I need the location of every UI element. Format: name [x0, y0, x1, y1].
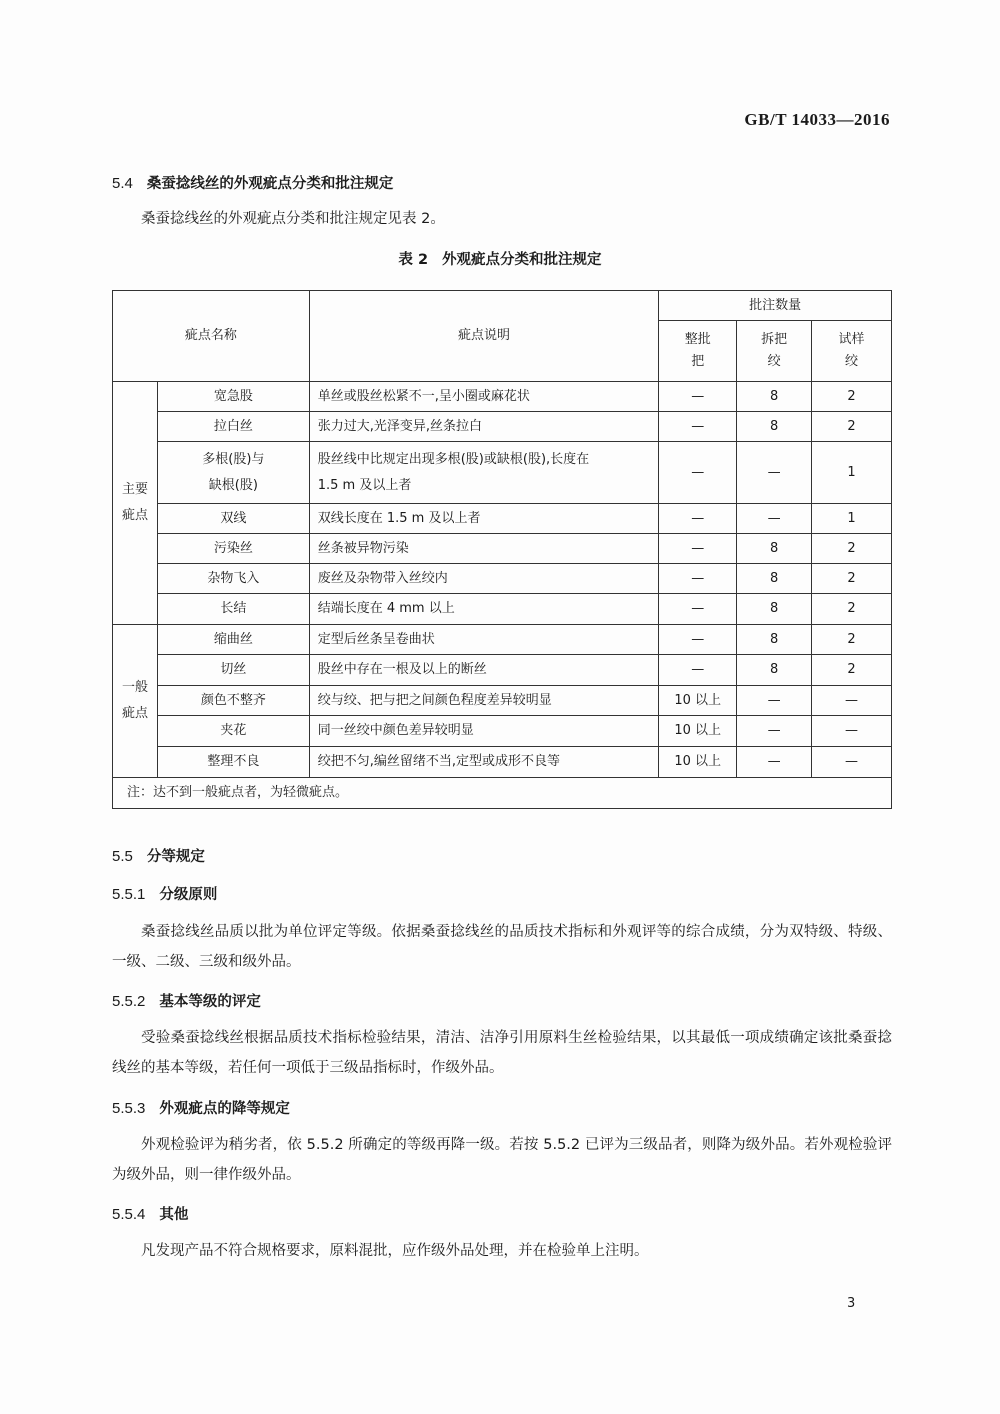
section-title: 分级原则 — [159, 887, 218, 903]
count-sample-skein: 1 — [812, 442, 892, 504]
section-title: 基本等级的评定 — [159, 994, 261, 1010]
table-header-row — [113, 291, 892, 321]
table-row — [113, 716, 892, 747]
count-whole-batch: — — [659, 594, 737, 625]
standard-code: GB/T 14033—2016 — [744, 110, 890, 129]
count-whole-batch: — — [659, 442, 737, 504]
section-text-5-4: 桑蚕捻线丝的外观疵点分类和批注规定见表 2。 — [141, 211, 445, 227]
defect-name: 拉白丝 — [157, 412, 309, 442]
defect-name: 颜色不整齐 — [157, 686, 309, 716]
defect-name: 多根(股)与 缺根(股) — [157, 442, 309, 504]
count-sample-skein: 2 — [812, 594, 892, 625]
section-text-5-5-3: 外观检验评为稍劣者，依 5.5.2 所确定的等级再降一级。若按 5.5.2 已评为三级品者，则降为级外品。若外观检验评为级外品，则一律作级外品。 — [112, 1137, 892, 1183]
defect-name: 缩曲丝 — [157, 625, 309, 655]
section-title: 外观疵点的降等规定 — [159, 1101, 290, 1117]
count-split-bundle: 8 — [737, 655, 812, 686]
section-heading-5-5-1 — [112, 883, 217, 904]
section-text-5-5-1: 桑蚕捻线丝品质以批为单位评定等级。依据桑蚕捻线丝的品质技术指标和外观评等的综合成绩，分为双特级、特级、一级、二级、三级和级外品。 — [112, 924, 892, 970]
section-number: 5.4 — [112, 175, 133, 192]
table-row — [113, 564, 892, 594]
count-split-bundle: 8 — [737, 382, 812, 412]
count-whole-batch: 10 以上 — [659, 716, 737, 747]
table-note: 注：达不到一般疵点者，为轻微疵点。 — [113, 778, 892, 809]
count-sample-skein: — — [812, 747, 892, 778]
table-caption — [0, 248, 1000, 269]
header-defect-description: 疵点说明 — [309, 291, 659, 382]
defect-description: 单丝或股丝松紧不一,呈小圈或麻花状 — [309, 382, 659, 412]
table-row — [113, 504, 892, 534]
count-whole-batch: — — [659, 655, 737, 686]
table-caption-number: 表 2 — [398, 252, 429, 268]
defect-table — [112, 290, 892, 809]
section-heading-5-5-2 — [112, 990, 261, 1011]
count-split-bundle: 8 — [737, 594, 812, 625]
count-split-bundle: — — [737, 716, 812, 747]
header-defect-name: 疵点名称 — [113, 291, 310, 382]
table-caption-title: 外观疵点分类和批注规定 — [442, 252, 602, 268]
count-whole-batch: — — [659, 382, 737, 412]
defect-name: 宽急股 — [157, 382, 309, 412]
count-sample-skein: — — [812, 686, 892, 716]
table-row — [113, 412, 892, 442]
table-row — [113, 442, 892, 504]
count-whole-batch: — — [659, 564, 737, 594]
count-split-bundle: — — [737, 686, 812, 716]
section-number: 5.5.1 — [112, 886, 146, 903]
section-number: 5.5.3 — [112, 1100, 146, 1117]
defect-description: 结端长度在 4 mm 以上 — [309, 594, 659, 625]
count-whole-batch: 10 以上 — [659, 747, 737, 778]
section-heading-5-5-4 — [112, 1203, 188, 1224]
defect-description: 绞与绞、把与把之间颜色程度差异较明显 — [309, 686, 659, 716]
defect-name: 切丝 — [157, 655, 309, 686]
defect-name: 杂物飞入 — [157, 564, 309, 594]
table-row — [113, 534, 892, 564]
table-row — [113, 655, 892, 686]
table-row — [113, 625, 892, 655]
header-annotation-count: 批注数量 — [659, 291, 892, 321]
section-number: 5.5.4 — [112, 1206, 146, 1223]
count-whole-batch: — — [659, 504, 737, 534]
page-number: 3 — [847, 1296, 856, 1311]
count-sample-skein: — — [812, 716, 892, 747]
section-text-5-5-2: 受验桑蚕捻线丝根据品质技术指标检验结果，清洁、洁净引用原料生丝检验结果，以其最低一项成绩确定该批桑蚕捻线丝的基本等级，若任何一项低于三级品指标时，作级外品。 — [112, 1030, 892, 1076]
section-heading-5-4 — [112, 172, 393, 193]
section-heading-5-5-3 — [112, 1097, 290, 1118]
defect-description: 丝条被异物污染 — [309, 534, 659, 564]
count-sample-skein: 2 — [812, 382, 892, 412]
table-note-row — [113, 778, 892, 809]
defect-name: 夹花 — [157, 716, 309, 747]
defect-name: 双线 — [157, 504, 309, 534]
section-title: 桑蚕捻线丝的外观疵点分类和批注规定 — [146, 176, 394, 192]
group-label-general: 一般 疵点 — [113, 625, 158, 778]
count-split-bundle: 8 — [737, 564, 812, 594]
section-title: 其他 — [159, 1207, 189, 1223]
section-number: 5.5.2 — [112, 993, 146, 1010]
header-sample-skein: 试样 绞 — [812, 321, 892, 382]
defect-description: 张力过大,光泽变异,丝条拉白 — [309, 412, 659, 442]
table-row — [113, 594, 892, 625]
count-whole-batch: — — [659, 412, 737, 442]
table-row — [113, 382, 892, 412]
count-sample-skein: 2 — [812, 655, 892, 686]
count-split-bundle: 8 — [737, 412, 812, 442]
count-whole-batch: 10 以上 — [659, 686, 737, 716]
count-sample-skein: 2 — [812, 412, 892, 442]
section-number: 5.5 — [112, 848, 133, 865]
defect-description: 废丝及杂物带入丝绞内 — [309, 564, 659, 594]
count-split-bundle: — — [737, 504, 812, 534]
defect-name: 污染丝 — [157, 534, 309, 564]
section-text-5-5-4: 凡发现产品不符合规格要求，原料混批，应作级外品处理，并在检验单上注明。 — [141, 1243, 649, 1259]
section-heading-5-5 — [112, 845, 205, 866]
table-row — [113, 747, 892, 778]
section-title: 分等规定 — [146, 849, 205, 865]
count-sample-skein: 2 — [812, 625, 892, 655]
count-split-bundle: 8 — [737, 625, 812, 655]
count-sample-skein: 2 — [812, 564, 892, 594]
table-row — [113, 686, 892, 716]
group-label-major: 主要 疵点 — [113, 382, 158, 625]
defect-description: 定型后丝条呈卷曲状 — [309, 625, 659, 655]
defect-description: 同一丝绞中颜色差异较明显 — [309, 716, 659, 747]
defect-description: 双线长度在 1.5 m 及以上者 — [309, 504, 659, 534]
count-split-bundle: 8 — [737, 534, 812, 564]
count-sample-skein: 1 — [812, 504, 892, 534]
defect-name: 长结 — [157, 594, 309, 625]
defect-name: 整理不良 — [157, 747, 309, 778]
header-whole-batch: 整批 把 — [659, 321, 737, 382]
count-split-bundle: — — [737, 442, 812, 504]
count-sample-skein: 2 — [812, 534, 892, 564]
header-split-bundle: 拆把 绞 — [737, 321, 812, 382]
count-split-bundle: — — [737, 747, 812, 778]
count-whole-batch: — — [659, 534, 737, 564]
defect-description: 股丝中存在一根及以上的断丝 — [309, 655, 659, 686]
defect-description: 股丝线中比规定出现多根(股)或缺根(股),长度在 1.5 m 及以上者 — [309, 442, 659, 504]
count-whole-batch: — — [659, 625, 737, 655]
defect-description: 绞把不匀,编丝留绪不当,定型或成形不良等 — [309, 747, 659, 778]
